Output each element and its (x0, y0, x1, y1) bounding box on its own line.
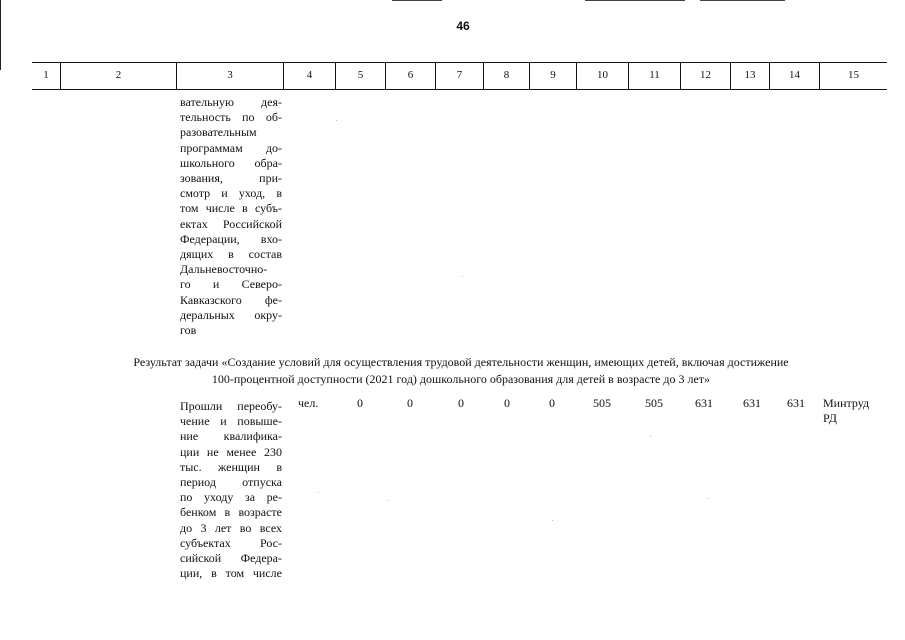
result-heading-line-2: 100-процентной доступности (2021 год) дошкольного образования для детей в возрасте до 3 лет» (211, 372, 711, 386)
text-line: Дальневосточно- (180, 262, 268, 277)
text-line: программам до- (180, 140, 282, 155)
text-line: дящих в состав (180, 247, 282, 262)
text-line: деральных окру- (180, 307, 282, 322)
text-line: го и Северо- (180, 277, 282, 292)
text-line: ции, в том числе (180, 566, 282, 581)
continued-indicator-text (180, 95, 282, 338)
text-line: Федерации, вхо- (180, 231, 282, 246)
value-col-9: 0 (549, 396, 555, 410)
scan-speck (336, 120, 337, 121)
text-line: до 3 лет во всех (180, 520, 282, 535)
value-col-5: 0 (357, 396, 363, 410)
scan-speck (462, 276, 463, 277)
value-col-14: 631 (787, 396, 805, 410)
responsible-line-1: Минтруд (823, 396, 870, 410)
text-line: тыс. женщин в (180, 459, 282, 474)
value-col-11: 505 (645, 396, 663, 410)
value-col-13: 631 (743, 396, 761, 410)
header-col-10: 10 (576, 63, 628, 89)
header-col-5: 5 (335, 63, 385, 89)
header-col-11: 11 (628, 63, 680, 89)
scan-speck (708, 498, 709, 499)
table-header-row (32, 62, 887, 90)
responsible-agency (823, 396, 869, 426)
value-col-8: 0 (504, 396, 510, 410)
unit-of-measure: чел. (298, 396, 319, 410)
header-col-14: 14 (769, 63, 819, 89)
header-col-4: 4 (283, 63, 335, 89)
text-line: сийской Федера- (180, 551, 282, 566)
text-line: тельность по об- (180, 110, 282, 125)
result-heading-line-1: Результат задачи «Создание условий для осуществления трудовой деятельности женщин, имеющих детей, включая достижение (133, 355, 789, 369)
text-line: Прошли переобу- (180, 399, 282, 413)
header-col-2: 2 (60, 63, 176, 89)
text-line: ние квалифика- (180, 429, 282, 444)
top-rule-right (700, 0, 785, 1)
text-line: период отпуска (180, 475, 282, 490)
value-col-12: 631 (695, 396, 713, 410)
header-col-15: 15 (819, 63, 887, 89)
task-result-heading (96, 354, 826, 388)
text-line: смотр и уход, в (180, 186, 282, 201)
text-line: школьного обра- (180, 155, 282, 170)
page-number: 46 (456, 19, 470, 33)
text-line: по уходу за ре- (180, 490, 282, 505)
header-col-3: 3 (176, 63, 283, 89)
text-line: ции не менее 230 (180, 444, 282, 459)
value-col-6: 0 (407, 396, 413, 410)
top-rule-mid (585, 0, 685, 1)
value-col-7: 0 (458, 396, 464, 410)
value-col-10: 505 (593, 396, 611, 410)
text-line: Кавказского фе- (180, 292, 282, 307)
scan-speck (552, 520, 553, 521)
header-col-7: 7 (435, 63, 483, 89)
header-col-9: 9 (529, 63, 576, 89)
text-line: субъектах Рос- (180, 535, 282, 550)
text-line: гов (180, 323, 197, 338)
scan-speck (388, 500, 389, 501)
text-line: бенком в возрасте (180, 505, 282, 520)
header-col-6: 6 (385, 63, 435, 89)
indicator-text (180, 399, 282, 581)
header-col-12: 12 (680, 63, 730, 89)
text-line: чение и повыше- (180, 414, 282, 429)
text-line: разовательным (180, 125, 257, 140)
text-line: вательную дея- (180, 95, 282, 109)
scan-speck (318, 492, 319, 493)
scan-speck (650, 436, 651, 437)
left-page-edge (0, 0, 1, 70)
text-line: ектах Российской (180, 216, 282, 231)
text-line: зования, при- (180, 171, 282, 186)
text-line: том числе в субъ- (180, 201, 282, 216)
header-col-1: 1 (43, 69, 49, 81)
header-col-8: 8 (483, 63, 529, 89)
responsible-line-2: РД (823, 411, 837, 425)
top-rule-left (392, 0, 442, 1)
header-col-13: 13 (730, 63, 769, 89)
